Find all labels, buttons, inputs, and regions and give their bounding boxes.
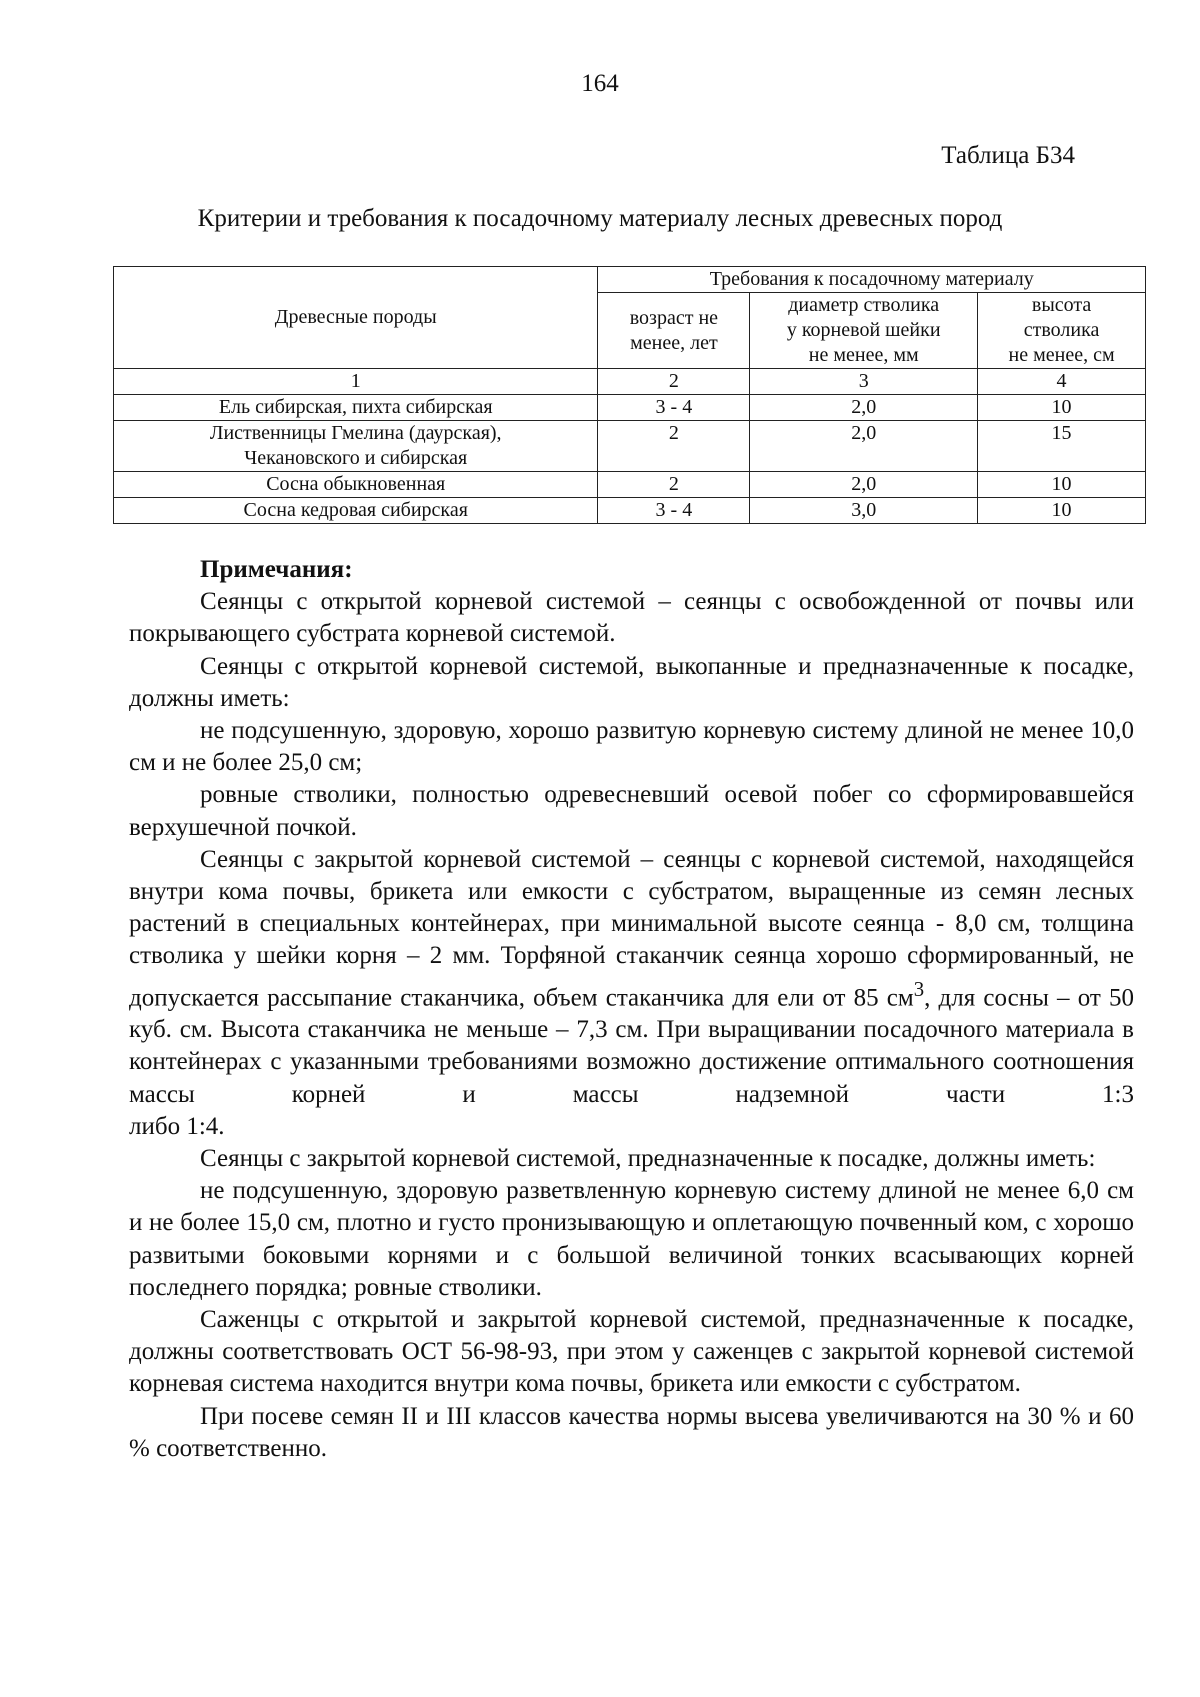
column-number: 1 [114,369,598,395]
header-height: высота стволика не менее, см [978,293,1146,369]
table-row [114,421,1146,472]
note-paragraph: Сеянцы с открытой корневой системой – сеянцы с освобожденной от почвы или покрывающего субстрата корневой системой. [129,588,1134,648]
table-title: Критерии и требования к посадочному материалу лесных древесных пород [197,205,1003,232]
diameter-cell: 2,0 [750,395,978,421]
height-cell: 15 [978,421,1146,472]
notes-heading: Примечания: [200,556,353,583]
header-age: возраст не менее, лет [598,293,750,369]
age-cell: 3 - 4 [598,395,750,421]
note-paragraph: При посеве семян II и III классов качества нормы высева увеличиваются на 30 % и 60 % соответственно. [129,1402,1134,1462]
header-diameter: диаметр стволика у корневой шейки не менее, мм [750,293,978,369]
notes-section [129,554,1134,1465]
height-cell: 10 [978,472,1146,498]
diameter-cell: 3,0 [750,498,978,524]
age-cell: 3 - 4 [598,498,750,524]
note-paragraph-end: либо 1:4. [129,1112,225,1140]
note-paragraph: Сеянцы с закрытой корневой системой – сеянцы с корневой системой, находящейся внутри кома почвы, брикета или емкости с субстратом, выращенные из семян лесных растений в специальных контейнерах, при минимальной высоте сеянца - 8,0 см, толщина стволика у шейки корня – 2 мм. Торфяной стаканчик сеянца хорошо сформированный, не допускается рассыпание стаканчика, объем стаканчика для ели от 85 $см^3$, для сосны – от 50 куб. см. Высота стаканчика не меньше – 7,3 см. При выращивании посадочного материала в контейнерах с указанными требованиями возможно достижение оптимального соотношения массы корней и массы надземной части 1:3 [129,845,1134,1108]
header-species: Древесные породы [114,267,598,369]
table-label: Таблица Б34 [941,142,1075,169]
table-row [114,498,1146,524]
column-number-row [114,369,1146,395]
requirements-table [113,266,1146,524]
note-paragraph: не подсушенную, здоровую разветвленную корневую систему длиной не менее 6,0 см и не более 15,0 см, плотно и густо пронизывающую и оплетающую почвенный ком, с хорошо развитыми боковыми корнями и с большой величиной тонких всасывающих корней последнего порядка; ровные стволики. [129,1177,1134,1301]
species-cell: Сосна кедровая сибирская [114,498,598,524]
diameter-cell: 2,0 [750,472,978,498]
superscript: 3 [913,976,925,1001]
table-row [114,395,1146,421]
diameter-cell: 2,0 [750,421,978,472]
column-number: 4 [978,369,1146,395]
species-cell: Ель сибирская, пихта сибирская [114,395,598,421]
table-header-row [114,267,1146,293]
header-requirements-group: Требования к посадочному материалу [598,267,1146,293]
species-cell: Сосна обыкновенная [114,472,598,498]
species-cell: Лиственницы Гмелина (даурская), Чекановского и сибирская [114,421,598,472]
height-cell: 10 [978,498,1146,524]
height-cell: 10 [978,395,1146,421]
age-cell: 2 [598,472,750,498]
note-paragraph: Саженцы с открытой и закрытой корневой системой, предназначенные к посадке, должны соответствовать ОСТ 56-98-93, при этом у саженцев с закрытой корневой системой корневая система находится внутри кома почвы, брикета или емкости с субстратом. [129,1306,1134,1398]
note-paragraph: Сеянцы с закрытой корневой системой, предназначенные к посадке, должны иметь: [200,1144,1096,1172]
note-paragraph: Сеянцы с открытой корневой системой, выкопанные и предназначенные к посадке, должны иметь: [129,652,1134,712]
column-number: 3 [750,369,978,395]
note-paragraph: ровные стволики, полностью одревесневший осевой побег со сформировавшейся верхушечной почкой. [129,781,1134,841]
note-paragraph: не подсушенную, здоровую, хорошо развитую корневую систему длиной не менее 10,0 см и не более 25,0 см; [129,717,1134,777]
table-row [114,472,1146,498]
column-number: 2 [598,369,750,395]
page-number: 164 [581,70,619,97]
age-cell: 2 [598,421,750,472]
